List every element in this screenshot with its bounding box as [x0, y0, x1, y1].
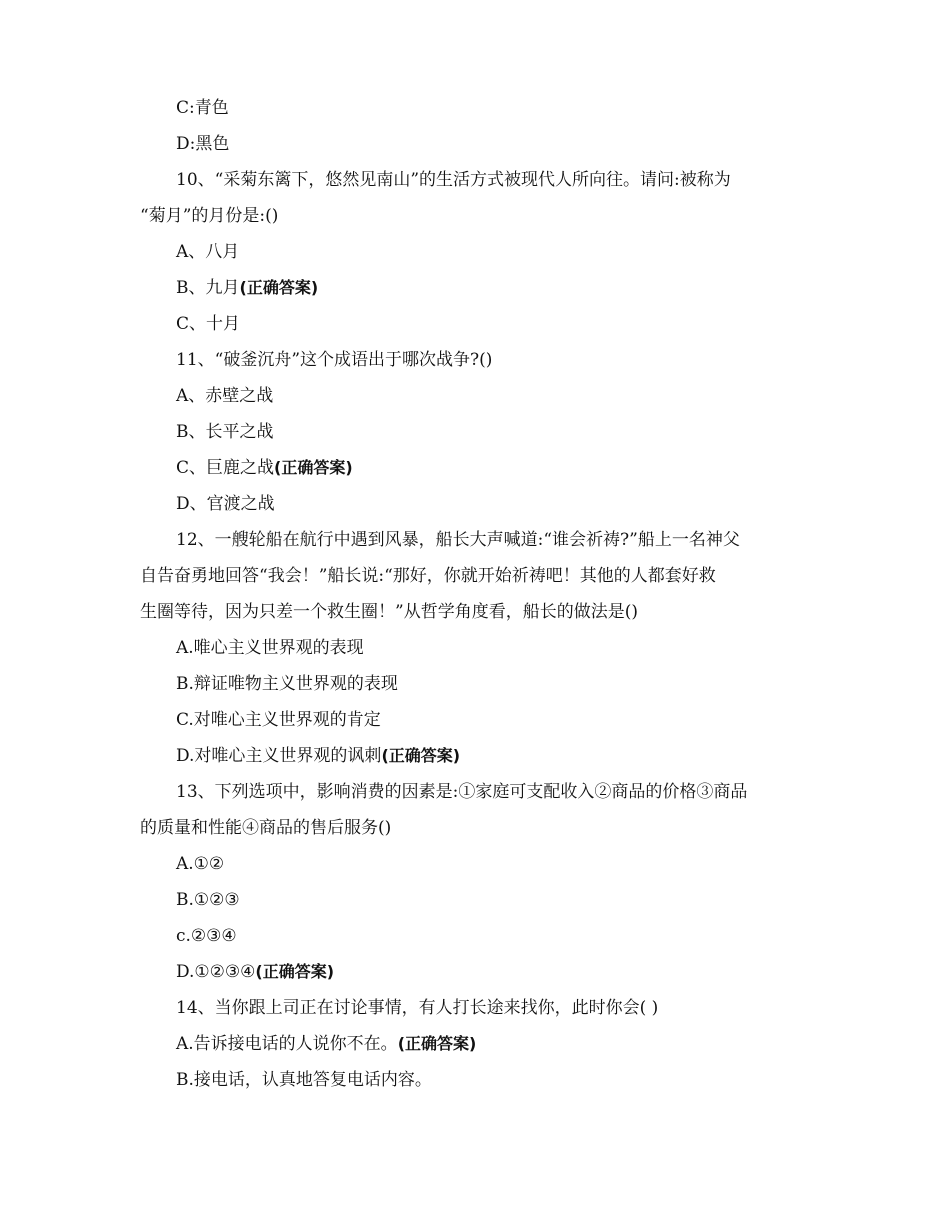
question-10: 10、“采菊东篱下，悠然见南山”的生活方式被现代人所向往。请问:被称为	[176, 170, 731, 190]
option-a: A、八月	[176, 242, 240, 262]
correct-answer-mark: (正确答案)	[239, 278, 319, 297]
correct-answer-mark: (正确答案)	[255, 962, 335, 981]
question-10-continued: “菊月”的月份是:()	[140, 206, 279, 226]
option-a: A.唯心主义世界观的表现	[176, 638, 364, 658]
option-c: C、巨鹿之战(正确答案)	[176, 458, 353, 478]
option-b: B、九月(正确答案)	[176, 278, 319, 298]
question-12: 12、一艘轮船在航行中遇到风暴，船长大声喊道:“谁会祈祷?”船上一名神父	[176, 530, 740, 550]
question-12-continued: 生圈等待，因为只差一个救生圈！”从哲学角度看，船长的做法是()	[140, 602, 638, 622]
question-13-continued: 的质量和性能④商品的售后服务()	[140, 818, 392, 838]
option-a: A.①②	[176, 854, 225, 874]
question-14: 14、当你跟上司正在讨论事情，有人打长途来找你，此时你会( )	[176, 998, 659, 1018]
option-b: B、长平之战	[176, 422, 274, 442]
option-c: C、十月	[176, 314, 241, 334]
option-b: B.①②③	[176, 890, 240, 910]
option-c: C.对唯心主义世界观的肯定	[176, 710, 381, 730]
correct-answer-mark: (正确答案)	[381, 746, 461, 765]
option-d: D.①②③④(正确答案)	[176, 962, 335, 982]
correct-answer-mark: (正确答案)	[397, 1034, 477, 1053]
option-c: C:青色	[176, 98, 229, 118]
quiz-content	[140, 90, 812, 1098]
question-11: 11、“破釜沉舟”这个成语出于哪次战争?()	[176, 350, 493, 370]
option-d: D:黑色	[176, 134, 230, 154]
option-a: A、赤壁之战	[176, 386, 274, 406]
question-13: 13、下列选项中，影响消费的因素是:①家庭可支配收入②商品的价格③商品	[176, 782, 748, 802]
correct-answer-mark: (正确答案)	[274, 458, 353, 477]
option-d: D、官渡之战	[176, 494, 275, 514]
option-a: A.告诉接电话的人说你不在。(正确答案)	[176, 1034, 477, 1054]
option-c: c.②③④	[176, 926, 237, 946]
question-12-continued: 自告奋勇地回答“我会！”船长说:“那好，你就开始祈祷吧！其他的人都套好救	[140, 566, 716, 586]
option-b: B.辩证唯物主义世界观的表现	[176, 674, 398, 694]
option-b: B.接电话，认真地答复电话内容。	[176, 1070, 432, 1090]
option-d: D.对唯心主义世界观的讽刺(正确答案)	[176, 746, 461, 766]
